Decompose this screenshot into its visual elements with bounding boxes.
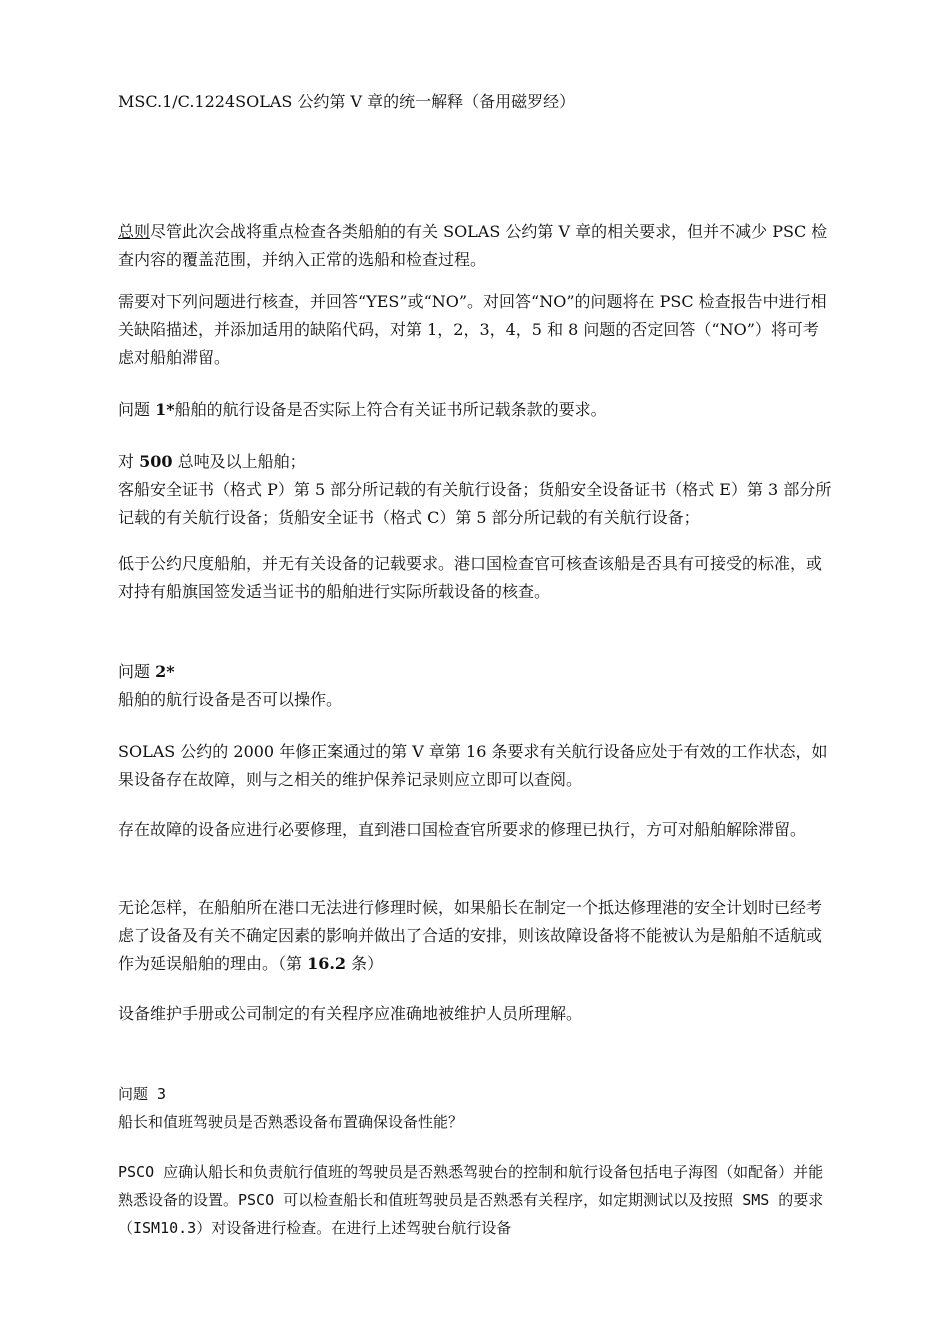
question-2-heading	[118, 658, 834, 714]
question-1-heading	[118, 396, 834, 424]
q1-p1-prefix: 对	[118, 452, 140, 471]
question-1-paragraph-1	[118, 448, 834, 532]
q2-p3-text: 无论怎样，在船舶所在港口无法进行修理时候，如果船长在制定一个抵达修理港的安全计划时已经考虑了设备及有关不确定因素的影响并做出了合适的安排，则该故障设备将不能被认为是船舶不适航或作为延误船舶的理由。（第	[118, 898, 823, 973]
question-1-text: 船舶的航行设备是否实际上符合有关证书所记载条款的要求。	[174, 400, 607, 419]
q1-p1-line2: 客船安全证书（格式 P）第 5 部分所记载的有关航行设备；货船安全设备证书（格式 E）第 3 部分所记载的有关航行设备；货船安全证书（格式 C）第 5 部分所记载的有关航行设备；	[118, 480, 832, 527]
q2-p3-bold: 16.2	[307, 954, 347, 973]
q1-p1-suffix: 总吨及以上船舶；	[172, 452, 306, 471]
document-title: MSC.1/C.1224SOLAS 公约第 V 章的统一解释（备用磁罗经）	[118, 92, 576, 111]
question-3-prefix: 问题 3	[118, 1085, 167, 1103]
question-1-number: 1*	[155, 400, 175, 419]
question-2-paragraph-4: 设备维护手册或公司制定的有关程序应准确地被维护人员所理解。	[118, 1004, 583, 1023]
question-2-paragraph-2: 存在故障的设备应进行必要修理，直到港口国检查官所要求的修理已执行，方可对船舶解除滞留。	[118, 820, 807, 839]
q1-p1-bold: 500	[139, 452, 173, 471]
question-1-prefix: 问题	[118, 400, 156, 419]
general-label: 总则	[118, 222, 151, 241]
general-paragraph	[118, 218, 834, 274]
question-3-text: 船长和值班驾驶员是否熟悉设备布置确保设备性能？	[118, 1113, 464, 1131]
intro-paragraph: 需要对下列问题进行核查，并回答“YES”或“NO”。对回答“NO”的问题将在 PSC 检查报告中进行相关缺陷描述，并添加适用的缺陷代码，对第 1，2，3，4，5 和 8 问题的否定回答（“NO”）将可考虑对船舶滞留。	[118, 292, 827, 367]
question-2-text: 船舶的航行设备是否可以操作。	[118, 690, 343, 709]
question-2-number: 2*	[155, 662, 175, 681]
question-2-prefix: 问题	[118, 662, 156, 681]
question-3-paragraph-1: PSCO 应确认船长和负责航行值班的驾驶员是否熟悉驾驶台的控制和航行设备包括电子海图（如配备）并能熟悉设备的设置。PSCO 可以检查船长和值班驾驶员是否熟悉有关程序，如定期测试以及按照 SMS 的要求（ISM10.3）对设备进行检查。在进行上述驾驶台航行设备	[118, 1163, 824, 1237]
general-text: 尽管此次会战将重点检查各类船舶的有关 SOLAS 公约第 V 章的相关要求，但并不减少 PSC 检查内容的覆盖范围，并纳入正常的选船和检查过程。	[118, 222, 828, 269]
question-1-paragraph-2: 低于公约尺度船舶，并无有关设备的记载要求。港口国检查官可核查该船是否具有可接受的标准，或对持有船旗国签发适当证书的船舶进行实际所载设备的核查。	[118, 554, 823, 601]
q2-p3-end: 条）	[346, 954, 384, 973]
question-3-heading	[118, 1080, 834, 1136]
question-2-paragraph-1: SOLAS 公约的 2000 年修正案通过的第 V 章第 16 条要求有关航行设备应处于有效的工作状态，如果设备存在故障，则与之相关的维护保养记录则应立即可以查阅。	[118, 742, 828, 789]
question-2-paragraph-3	[118, 894, 834, 978]
